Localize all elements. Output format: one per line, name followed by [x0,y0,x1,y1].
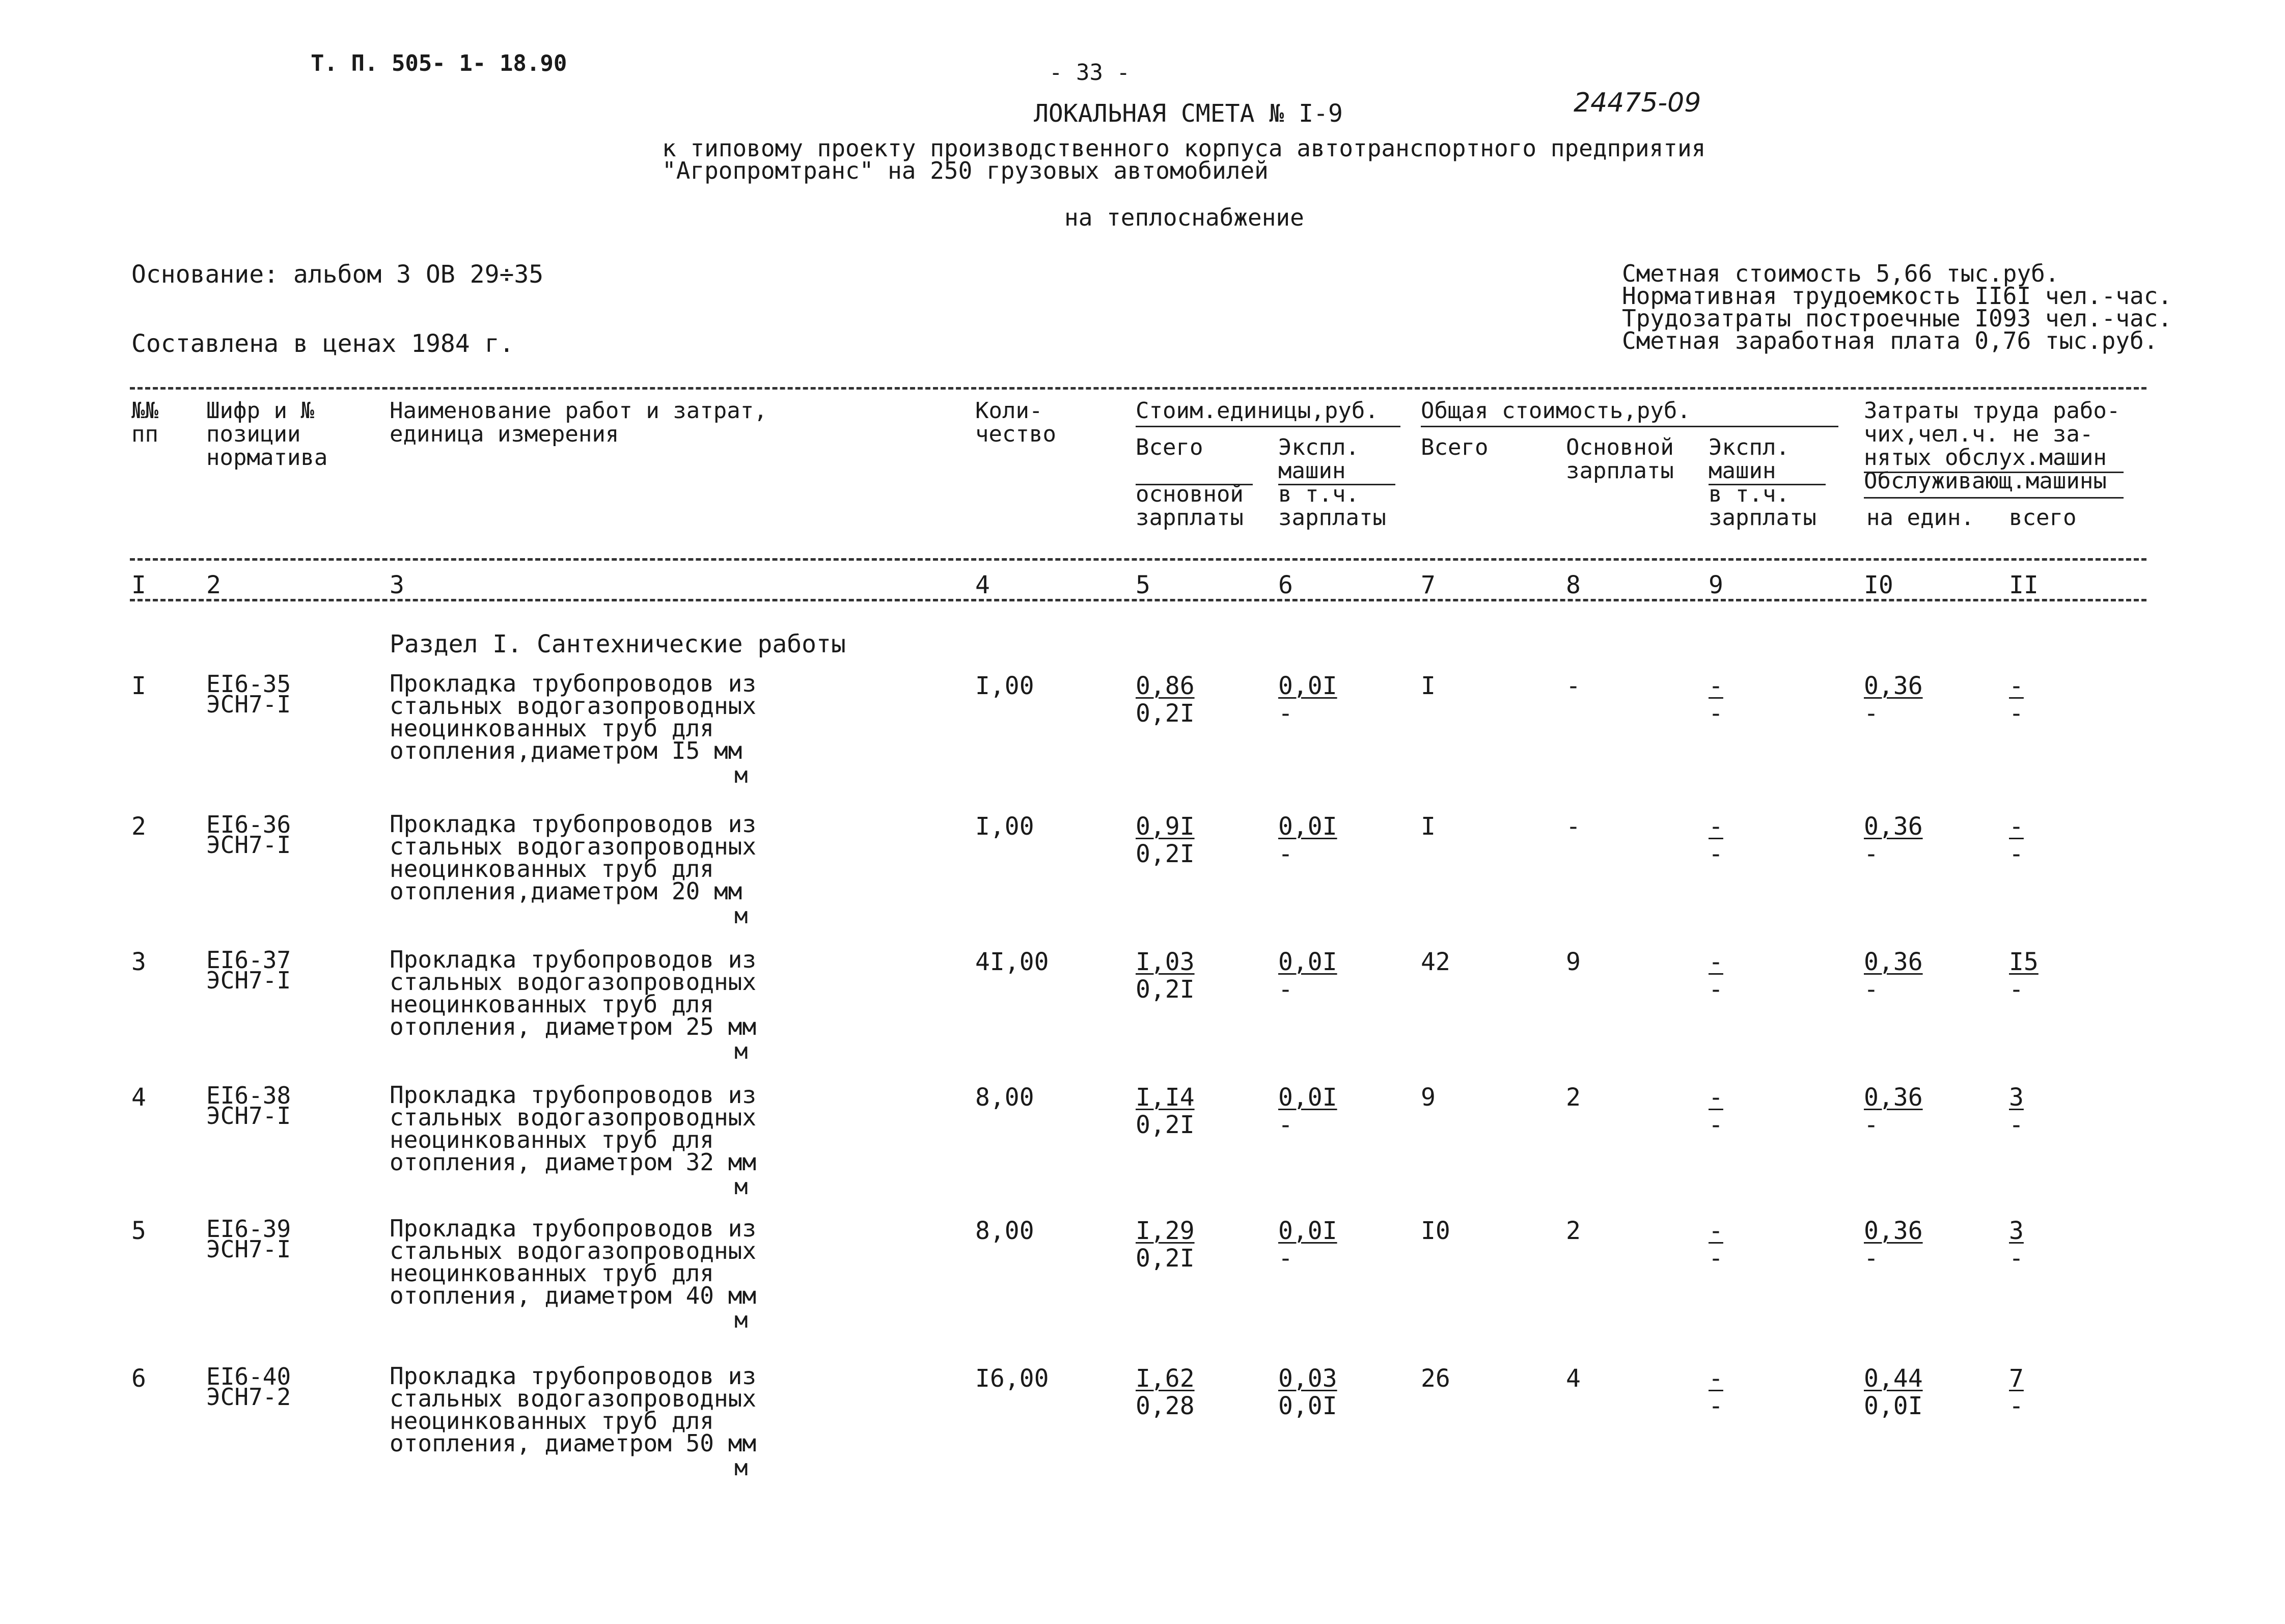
labor-norm: Нормативная трудоемкость II6I чел.-час. [1622,282,2172,310]
labor-total: 7 [2009,1364,2024,1393]
total-machine-cost: - [1709,1217,1723,1245]
work-description: Прокладка трубопроводов из стальных водогазопроводных неоцинкованных труб для отопления,диаметром I5 мм [390,670,757,764]
labor-per-unit: 0,36 [1864,672,1923,700]
unit-cost-total: I,29 [1136,1217,1195,1245]
total-machine-cost: - [1709,1083,1723,1112]
labor-header: Затраты труда рабо- чих,чел.ч. не за- нятых обслух.машин Обслуживающ.машины [1864,398,2121,494]
col-number: I [131,571,146,599]
machine-labor-per-unit: - [1864,1244,1879,1273]
col-number: 2 [206,571,221,599]
estimate-cost: Сметная стоимость 5,66 тыс.руб. [1622,260,2059,287]
header-bottom-rule [130,558,2146,561]
total-machine-salary: - [1709,1244,1723,1273]
unit-cost-salary: 0,2I [1136,699,1195,728]
total-salary: - [1566,812,1581,841]
subtitle-line-2: "Агропромтранс" на 250 грузовых автомобилей [662,157,1269,184]
quantity: 8,00 [975,1217,1034,1245]
unit-machine-cost: 0,03 [1278,1364,1337,1393]
norm-code: ЕI6-36 [206,811,291,838]
unit-machine-cost: 0,0I [1278,1217,1337,1245]
norm-code: ЕI6-37 [206,946,291,974]
total-cost: I0 [1421,1217,1450,1245]
labor-per-unit: 0,36 [1864,1083,1923,1112]
unit-cost-salary: 0,2I [1136,1244,1195,1273]
row-number: 3 [131,948,146,976]
col-no-header: №№ пп [131,398,158,447]
col6-rule [1278,484,1395,485]
labor-total: 3 [2009,1083,2024,1112]
quantity: 8,00 [975,1083,1034,1112]
machine-labor-total: - [2009,1244,2024,1273]
total-machine-salary: - [1709,1392,1723,1420]
quantity: I,00 [975,812,1034,841]
labor-per-unit: 0,36 [1864,948,1923,976]
total-machine-cost: - [1709,948,1723,976]
unit-machine-cost: 0,0I [1278,1083,1337,1112]
norm-code: ЕI6-40 [206,1363,291,1390]
col-number: 5 [1136,571,1150,599]
col5-rule [1136,484,1253,485]
unit-of-measure: м [734,1174,748,1200]
col-number: 3 [390,571,404,599]
unit-cost-total: 0,9I [1136,812,1195,841]
machine-labor-per-unit: - [1864,699,1879,728]
col6-header: Экспл. машин в т.ч. зарплаты [1278,434,1386,531]
row-number: 2 [131,812,146,841]
unit-machine-salary: - [1278,975,1293,1004]
unit-cost-salary: 0,2I [1136,975,1195,1004]
col-number: II [2009,571,2039,599]
total-machine-cost: - [1709,672,1723,700]
total-cost-header: Общая стоимость,руб. [1421,398,1691,424]
unit-cost-total: 0,86 [1136,672,1195,700]
page-number: - 33 - [1049,60,1130,86]
row-number: 4 [131,1083,146,1112]
col-number: I0 [1864,571,1893,599]
col-number: 6 [1278,571,1293,599]
unit-cost-header: Стоим.единицы,руб. [1136,398,1379,424]
unit-machine-salary: - [1278,840,1293,868]
unit-of-measure: м [734,903,748,929]
row-number: 6 [131,1364,146,1393]
unit-cost-salary: 0,28 [1136,1392,1195,1420]
total-cost-rule [1421,426,1838,427]
handwritten-number: 24475-09 [1574,88,1701,118]
total-cost: 26 [1421,1364,1450,1393]
machine-labor-total: - [2009,1392,2024,1420]
norm-code: ЕI6-39 [206,1215,291,1243]
total-machine-cost: - [1709,1364,1723,1393]
total-salary: 2 [1566,1083,1581,1112]
total-salary: 9 [1566,948,1581,976]
col9-header: Экспл. машин в т.ч. зарплаты [1709,434,1816,531]
unit-of-measure: м [734,1307,748,1333]
norm-code-machine: ЭСН7-I [206,691,291,718]
norm-code: ЕI6-38 [206,1082,291,1109]
table-top-rule [130,387,2146,390]
total-salary: - [1566,672,1581,700]
estimate-salary: Сметная заработная плата 0,76 тыс.руб. [1622,327,2158,354]
col-number: 8 [1566,571,1581,599]
total-cost: I [1421,812,1436,841]
col8-header: Основной зарплаты [1566,434,1674,484]
total-cost: I [1421,672,1436,700]
col-qty-header: Коли- чество [975,398,1056,447]
machine-labor-total: - [2009,1111,2024,1139]
row-number: I [131,672,146,700]
subtitle-line-3: на теплоснабжение [1064,204,1304,231]
total-machine-cost: - [1709,812,1723,841]
total-cost: 9 [1421,1083,1436,1112]
col9-rule [1709,484,1826,485]
col-name-header: Наименование работ и затрат, единица измерения [390,398,767,447]
total-salary: 2 [1566,1217,1581,1245]
col-number: 4 [975,571,990,599]
machine-labor-total: - [2009,840,2024,868]
total-cost: 42 [1421,948,1450,976]
labor-per-unit: 0,36 [1864,1217,1923,1245]
machine-labor-total: - [2009,975,2024,1004]
labor-per-unit: 0,44 [1864,1364,1923,1393]
work-description: Прокладка трубопроводов из стальных водогазопроводных неоцинкованных труб для отопления,диаметром 20 мм [390,810,757,905]
col7-header: Всего [1421,434,1489,460]
unit-machine-salary: 0,0I [1278,1392,1337,1420]
machine-labor-per-unit: - [1864,975,1879,1004]
col-code-header: Шифр и № позиции норматива [206,398,328,471]
section-title: Раздел I. Сантехнические работы [390,630,846,658]
machine-labor-total: - [2009,699,2024,728]
col11-header: всего [2009,505,2077,531]
norm-code-machine: ЭСН7-I [206,831,291,859]
quantity: I,00 [975,672,1034,700]
norm-code-machine: ЭСН7-I [206,1102,291,1130]
quantity: I6,00 [975,1364,1049,1393]
labor-total: I5 [2009,948,2039,976]
total-salary: 4 [1566,1364,1581,1393]
total-machine-salary: - [1709,699,1723,728]
norm-code-machine: ЭСН7-2 [206,1383,291,1411]
col10-header: на един. [1866,505,1974,531]
work-description: Прокладка трубопроводов из стальных водогазопроводных неоцинкованных труб для отопления, диаметром 40 мм [390,1215,757,1309]
estimate-title: ЛОКАЛЬНАЯ СМЕТА № I-9 [1034,99,1343,128]
col-number: 9 [1709,571,1723,599]
unit-cost-salary: 0,2I [1136,840,1195,868]
subtitle-line-1: к типовому проекту производственного корпуса автотранспортного предприятия [662,134,1706,162]
unit-cost-total: I,03 [1136,948,1195,976]
labor-total: - [2009,812,2024,841]
unit-machine-cost: 0,0I [1278,812,1337,841]
unit-machine-salary: - [1278,699,1293,728]
machine-labor-per-unit: - [1864,1111,1879,1139]
unit-of-measure: м [734,1038,748,1064]
labor-rule-1 [1864,472,2124,473]
work-description: Прокладка трубопроводов из стальных водогазопроводных неоцинкованных труб для отопления, диаметром 25 мм [390,946,757,1040]
work-description: Прокладка трубопроводов из стальных водогазопроводных неоцинкованных труб для отопления, диаметром 32 мм [390,1081,757,1176]
labor-total: - [2009,672,2024,700]
unit-cost-salary: 0,2I [1136,1111,1195,1139]
unit-cost-rule [1136,426,1400,427]
labor-per-unit: 0,36 [1864,812,1923,841]
norm-code: ЕI6-35 [206,670,291,698]
unit-of-measure: м [734,1455,748,1481]
machine-labor-per-unit: - [1864,840,1879,868]
document-code: Т. П. 505- 1- 18.90 [311,50,567,76]
unit-cost-total: I,I4 [1136,1083,1195,1112]
basis: Основание: альбом 3 ОВ 29÷35 [131,260,544,289]
norm-code-machine: ЭСН7-I [206,1235,291,1263]
quantity: 4I,00 [975,948,1049,976]
labor-rule-2 [1864,497,2124,499]
labor-site: Трудозатраты построечные I093 чел.-час. [1622,305,2172,332]
machine-labor-per-unit: 0,0I [1864,1392,1923,1420]
row-number: 5 [131,1217,146,1245]
col5-header: Всего основной зарплаты [1136,434,1244,531]
col-number: 7 [1421,571,1436,599]
unit-machine-cost: 0,0I [1278,672,1337,700]
work-description: Прокладка трубопроводов из стальных водогазопроводных неоцинкованных труб для отопления, диаметром 50 мм [390,1362,757,1457]
unit-machine-cost: 0,0I [1278,948,1337,976]
prices-year: Составлена в ценах 1984 г. [131,329,514,358]
total-machine-salary: - [1709,975,1723,1004]
total-machine-salary: - [1709,1111,1723,1139]
unit-of-measure: м [734,762,748,788]
labor-total: 3 [2009,1217,2024,1245]
unit-machine-salary: - [1278,1111,1293,1139]
total-machine-salary: - [1709,840,1723,868]
norm-code-machine: ЭСН7-I [206,967,291,994]
unit-cost-total: I,62 [1136,1364,1195,1393]
unit-machine-salary: - [1278,1244,1293,1273]
